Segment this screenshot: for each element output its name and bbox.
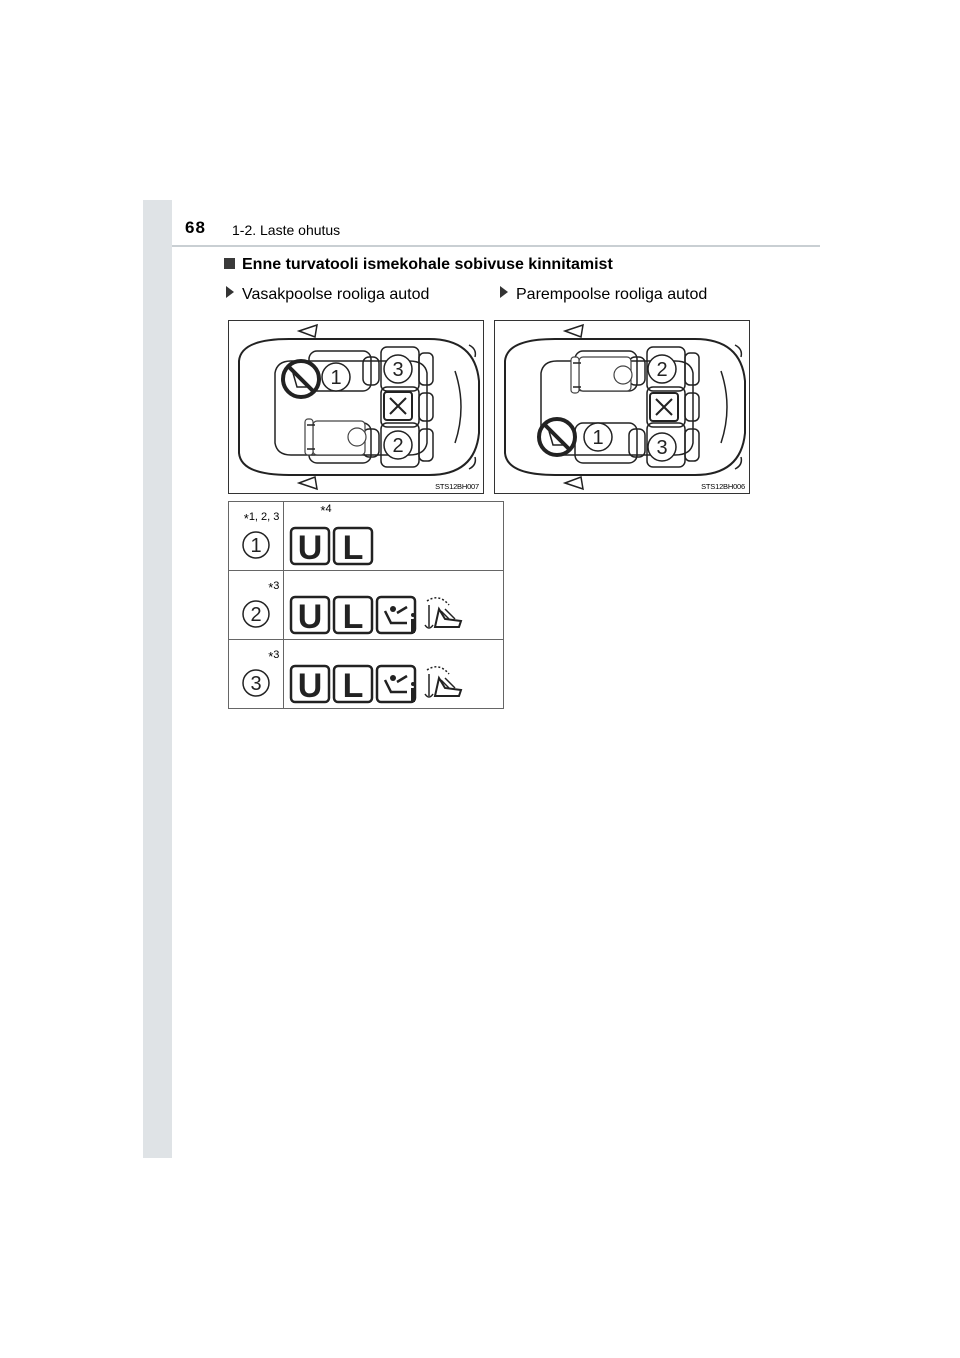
mark-footnote-text: 4	[325, 503, 332, 515]
diagram-code-rhd: STS12BH006	[701, 482, 745, 491]
lhd-car-illustration	[229, 321, 483, 493]
seat-marks	[289, 526, 469, 566]
svg-text:1: 1	[250, 535, 262, 557]
seat-marks	[289, 664, 469, 704]
no-seat-x-icon	[650, 393, 678, 421]
svg-text:2: 2	[392, 435, 404, 457]
svg-text:1: 1	[592, 427, 604, 449]
no-child-seat-icon	[283, 361, 319, 397]
diagram-code-lhd: STS12BH007	[435, 482, 479, 491]
subheading-rhd-text: Parempoolse rooliga autod	[516, 286, 708, 303]
isofix-anchor-icon	[377, 666, 415, 702]
seat-number-icon	[241, 530, 271, 560]
header-divider	[172, 245, 820, 247]
legend-marks-cell	[284, 640, 504, 709]
isofix-anchor-icon	[377, 597, 415, 633]
legend-seat-cell	[229, 502, 284, 571]
square-bullet-icon	[224, 258, 235, 269]
subheading-lhd	[226, 286, 429, 304]
rhd-car-diagram	[494, 320, 750, 494]
rhd-car-illustration	[495, 321, 749, 493]
section-heading	[224, 256, 613, 274]
svg-text:2: 2	[656, 359, 668, 381]
seat-footnote-text: 3	[273, 580, 280, 592]
section-title: 1-2. Laste ohutus	[232, 222, 341, 238]
svg-text:L: L	[343, 667, 364, 704]
seat-marks	[289, 595, 469, 635]
page-number: 68	[185, 218, 206, 237]
legend-marks-cell	[284, 571, 504, 640]
top-tether-icon	[425, 667, 461, 697]
svg-text:U: U	[298, 667, 323, 704]
seat-footnote-text: 3	[273, 649, 280, 661]
subheading-rhd	[500, 286, 707, 304]
seat-footnote: *1, 2, 3	[243, 511, 280, 526]
seat-number-icon	[241, 668, 271, 698]
svg-text:L: L	[343, 529, 364, 566]
svg-text:2: 2	[250, 604, 262, 626]
svg-text:3: 3	[392, 359, 404, 381]
legend-seat-cell	[229, 571, 284, 640]
seat-number-icon	[241, 599, 271, 629]
triangle-bullet-icon	[500, 286, 508, 298]
legend-row-seat-3	[229, 640, 504, 709]
section-heading-text: Enne turvatooli ismekohale sobivuse kinnitamist	[242, 256, 613, 273]
seat-legend-table	[228, 501, 504, 709]
svg-text:L: L	[343, 598, 364, 635]
svg-text:U: U	[298, 598, 323, 635]
legend-row-seat-2	[229, 571, 504, 640]
legend-row-seat-1	[229, 502, 504, 571]
no-seat-x-icon	[384, 392, 412, 420]
svg-text:U: U	[298, 529, 323, 566]
lhd-car-diagram	[228, 320, 484, 494]
svg-text:3: 3	[656, 437, 668, 459]
mark-footnote: *4	[320, 503, 332, 518]
legend-seat-cell	[229, 640, 284, 709]
seat-footnote: *3	[268, 649, 280, 664]
no-child-seat-icon	[539, 419, 575, 455]
seat-footnote: *3	[268, 580, 280, 595]
legend-marks-cell	[284, 502, 504, 571]
triangle-bullet-icon	[226, 286, 234, 298]
subheading-lhd-text: Vasakpoolse rooliga autod	[242, 286, 430, 303]
svg-text:1: 1	[330, 367, 342, 389]
seat-footnote-text: 1, 2, 3	[248, 511, 280, 523]
svg-text:3: 3	[250, 673, 262, 695]
top-tether-icon	[425, 598, 461, 628]
page-sidebar	[143, 200, 172, 1158]
